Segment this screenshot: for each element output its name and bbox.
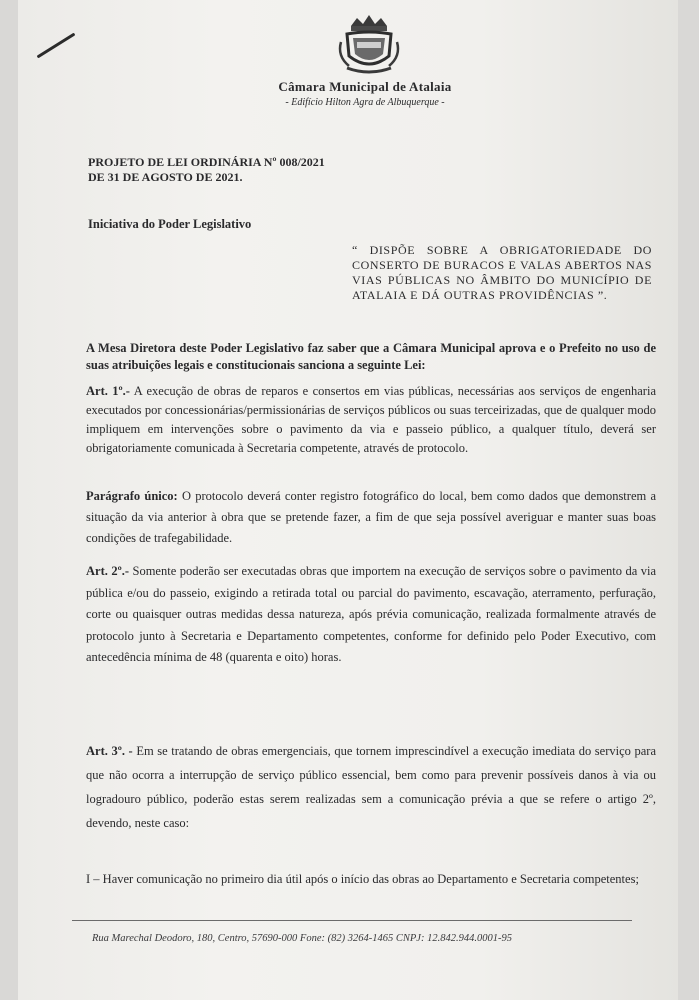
letterhead <box>230 79 500 108</box>
article-2 <box>86 561 656 669</box>
footer-divider <box>72 920 632 921</box>
article-3-label: Art. 3º. - <box>86 744 133 758</box>
preamble: A Mesa Diretora deste Poder Legislativo faz saber que a Câmara Municipal aprova e o Prefeito no uso de suas atribuições legais e constitucionais sanciona a seguinte Lei: <box>86 341 656 372</box>
article-1 <box>86 382 656 458</box>
footer-address: Rua Marechal Deodoro, 180, Centro, 57690-000 Fone: (82) 3264-1465 CNPJ: 12.842.944.0001-95 <box>92 933 512 944</box>
initiative-line: Iniciativa do Poder Legislativo <box>88 217 252 231</box>
title-line-2: DE 31 DE AGOSTO DE 2021. <box>88 170 243 184</box>
article-1-text: A execução de obras de reparos e consertos em vias públicas, necessárias aos serviços de engenharia executados por concessionárias/permissionárias de serviços públicos ou suas terceirizadas, que de qualquer modo impliquem em intervenções sobre o pavimento da via e passeio público, a qualquer título, deverá ser obrigatoriamente comunicada à Secretaria competente, através de protocolo. <box>86 384 656 455</box>
ementa: “ DISPÕE SOBRE A OBRIGATORIEDADE DO CONSERTO DE BURACOS E VALAS ABERTOS NAS VIAS PÚBLICAS NO ÂMBITO DO MUNICÍPIO DE ATALAIA E DÁ OUTRAS PROVIDÊNCIAS ”. <box>352 243 652 302</box>
article-3-text: Em se tratando de obras emergenciais, que tornem imprescindível a execução imediata do serviço para que não ocorra a interrupção de serviço público essencial, bem como para prevenir possíveis danos à via ou logradouro público, poderão estas serem realizadas sem a comunicação prévia a que se refere o artigo 2º, devendo, neste caso: <box>86 744 656 830</box>
paragraph-unico <box>86 486 656 549</box>
article-2-text: Somente poderão ser executadas obras que importem na execução de serviços sobre o pavimento da via pública e/ou do passeio, exigindo a retirada total ou parcial do pavimento, escavação, aterramento, perfuração, corte ou quaisquer outras medidas dessa natureza, após prévia comunicação, realizada formalmente através de protocolo junto à Secretaria e Departamento competentes, conforme for definido pelo Poder Executivo, com antecedência mínima de 48 (quarenta e oito) horas. <box>86 564 657 664</box>
article-3 <box>86 739 656 835</box>
coat-of-arms-icon <box>333 12 405 76</box>
article-2-label: Art. 2º.- <box>86 564 130 578</box>
inciso-1: I – Haver comunicação no primeiro dia útil após o início das obras ao Departamento e Secretaria competentes; <box>86 872 639 886</box>
article-1-label: Art. 1º.- <box>86 384 130 398</box>
paragraph-label: Parágrafo único: <box>86 489 178 503</box>
institution-name: Câmara Municipal de Atalaia <box>278 79 452 94</box>
paragraph-text: O protocolo deverá conter registro fotográfico do local, bem como dados que demonstrem a situação da via anterior à obra que se pretende fazer, a fim de que seja possível averiguar e manter suas boas condições de trafegabilidade. <box>86 489 657 545</box>
building-name: - Edifício Hilton Agra de Albuquerque - <box>285 97 445 108</box>
document-title <box>88 155 325 185</box>
title-line-1: PROJETO DE LEI ORDINÁRIA Nº 008/2021 <box>88 155 325 169</box>
